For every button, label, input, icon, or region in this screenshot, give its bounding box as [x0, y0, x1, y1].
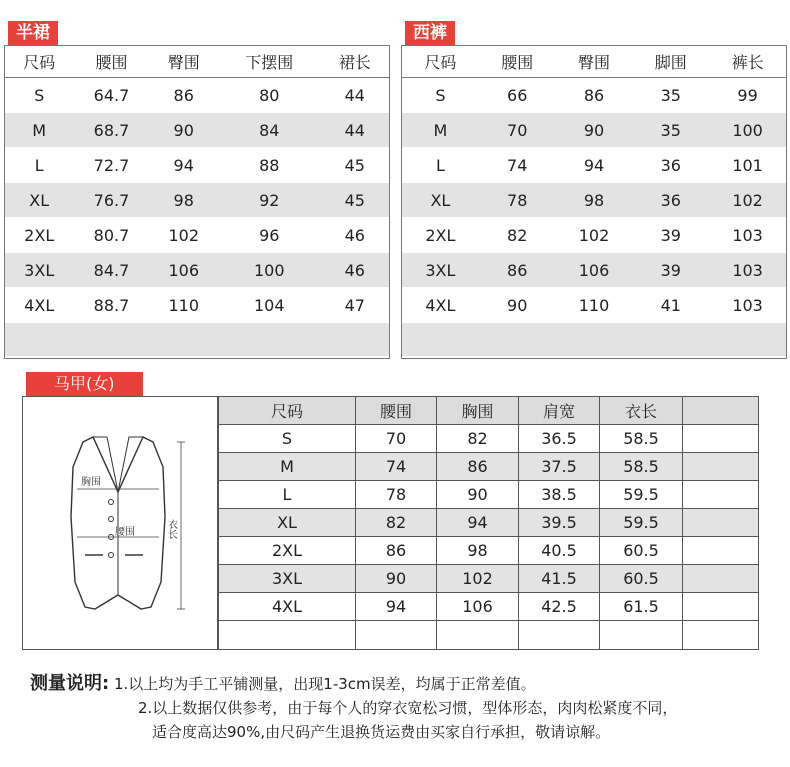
trousers-cell: 103 [709, 288, 786, 323]
vest-header-row [219, 397, 759, 425]
vest-diagram [23, 397, 217, 649]
vest-row [219, 565, 759, 593]
trousers-cell: 110 [556, 288, 633, 323]
skirt-row [5, 288, 389, 323]
trousers-cell: 35 [632, 78, 709, 113]
skirt-cell: 47 [321, 288, 389, 323]
notes-line-1: 1.以上均为手工平铺测量，出现1-3cm误差，均属于正常差值。 [113, 675, 536, 693]
notes-line-2: 2.以上数据仅供参考，由于每个人的穿衣宽松习惯，型体形态，肉肉松紧度不同， [138, 699, 678, 717]
trousers-size-table [401, 45, 787, 359]
trousers-empty-row [402, 323, 786, 357]
trousers-cell: 4XL [402, 288, 479, 323]
skirt-cell: 90 [150, 113, 218, 148]
vest-cell: 4XL [219, 593, 356, 621]
vest-empty-cell [600, 621, 683, 650]
trousers-cell: 66 [479, 78, 556, 113]
skirt-cell: 86 [150, 78, 218, 113]
vest-cell [683, 509, 759, 537]
vest-header-length: 衣长 [600, 397, 683, 425]
waist-label: 腰围 [115, 527, 135, 538]
trousers-empty-cell [632, 323, 709, 357]
vest-empty-cell [519, 621, 600, 650]
vest-cell [683, 481, 759, 509]
trousers-cell: 78 [479, 183, 556, 218]
skirt-cell: 64.7 [73, 78, 149, 113]
vest-cell [683, 593, 759, 621]
skirt-header-row [5, 46, 389, 78]
skirt-empty-cell [321, 323, 389, 357]
trousers-cell: 99 [709, 78, 786, 113]
skirt-cell: 2XL [5, 218, 73, 253]
vest-row [219, 537, 759, 565]
vest-cell: 94 [356, 593, 437, 621]
skirt-cell: 3XL [5, 253, 73, 288]
vest-header-extra [683, 397, 759, 425]
vest-empty-cell [437, 621, 519, 650]
skirt-cell: 104 [218, 288, 321, 323]
skirt-cell: XL [5, 183, 73, 218]
chest-label: 胸围 [81, 477, 101, 488]
vest-cell: 82 [437, 425, 519, 453]
skirt-cell: 98 [150, 183, 218, 218]
trousers-header-ankle: 脚围 [632, 46, 709, 78]
skirt-cell: 44 [321, 78, 389, 113]
vest-header-waist: 腰围 [356, 397, 437, 425]
trousers-cell: S [402, 78, 479, 113]
skirt-cell: 76.7 [73, 183, 149, 218]
skirt-cell: 68.7 [73, 113, 149, 148]
vest-cell: S [219, 425, 356, 453]
skirt-empty-cell [218, 323, 321, 357]
trousers-row [402, 113, 786, 148]
vest-cell: 78 [356, 481, 437, 509]
skirt-row [5, 218, 389, 253]
skirt-cell: 88.7 [73, 288, 149, 323]
skirt-header-length: 裙长 [321, 46, 389, 78]
vest-row [219, 593, 759, 621]
trousers-cell: 94 [556, 148, 633, 183]
vest-cell: 38.5 [519, 481, 600, 509]
skirt-row [5, 253, 389, 288]
vest-cell: 61.5 [600, 593, 683, 621]
skirt-header-size: 尺码 [5, 46, 73, 78]
skirt-header-hem: 下摆围 [218, 46, 321, 78]
skirt-cell: L [5, 148, 73, 183]
skirt-cell: 88 [218, 148, 321, 183]
skirt-cell: 96 [218, 218, 321, 253]
vest-diagram-panel [22, 396, 218, 650]
trousers-cell: 103 [709, 253, 786, 288]
vest-header-chest: 胸围 [437, 397, 519, 425]
skirt-header-waist: 腰围 [73, 46, 149, 78]
trousers-empty-cell [556, 323, 633, 357]
skirt-cell: 94 [150, 148, 218, 183]
trousers-cell: 39 [632, 218, 709, 253]
trousers-cell: 41 [632, 288, 709, 323]
trousers-empty-cell [402, 323, 479, 357]
notes-line-3: 适合度高达90%,由尺码产生退换货运费由买家自行承担，敬请谅解。 [152, 723, 611, 741]
vest-cell [683, 425, 759, 453]
vest-cell: 58.5 [600, 425, 683, 453]
vest-cell: 90 [437, 481, 519, 509]
trousers-cell: M [402, 113, 479, 148]
trousers-cell: 74 [479, 148, 556, 183]
skirt-row [5, 148, 389, 183]
skirt-cell: 45 [321, 148, 389, 183]
skirt-empty-cell [150, 323, 218, 357]
skirt-cell: 84.7 [73, 253, 149, 288]
trousers-cell: 82 [479, 218, 556, 253]
trousers-row [402, 218, 786, 253]
vest-row [219, 453, 759, 481]
trousers-title: 西裤 [405, 21, 455, 45]
trousers-cell: 106 [556, 253, 633, 288]
trousers-empty-cell [479, 323, 556, 357]
trousers-cell: 103 [709, 218, 786, 253]
trousers-row [402, 183, 786, 218]
skirt-cell: 102 [150, 218, 218, 253]
skirt-size-table [4, 45, 390, 359]
notes-heading: 测量说明: [30, 673, 110, 694]
vest-cell: 86 [437, 453, 519, 481]
vest-cell [683, 453, 759, 481]
trousers-cell: 101 [709, 148, 786, 183]
skirt-cell: 46 [321, 218, 389, 253]
vest-cell: 42.5 [519, 593, 600, 621]
skirt-cell: 72.7 [73, 148, 149, 183]
skirt-empty-row [5, 323, 389, 357]
trousers-empty-cell [709, 323, 786, 357]
trousers-header-row [402, 46, 786, 78]
trousers-header-waist: 腰围 [479, 46, 556, 78]
vest-cell: 90 [356, 565, 437, 593]
skirt-cell: 80 [218, 78, 321, 113]
vest-cell: 106 [437, 593, 519, 621]
vest-cell: 102 [437, 565, 519, 593]
trousers-row [402, 78, 786, 113]
skirt-cell: M [5, 113, 73, 148]
vest-size-table [218, 396, 759, 650]
vest-cell: 58.5 [600, 453, 683, 481]
vest-row [219, 481, 759, 509]
skirt-cell: 4XL [5, 288, 73, 323]
vest-empty-cell [683, 621, 759, 650]
vest-cell: 82 [356, 509, 437, 537]
trousers-cell: 86 [556, 78, 633, 113]
vest-empty-cell [219, 621, 356, 650]
vest-cell: 37.5 [519, 453, 600, 481]
vest-cell: 74 [356, 453, 437, 481]
skirt-cell: 92 [218, 183, 321, 218]
vest-cell: 60.5 [600, 565, 683, 593]
vest-empty-row [219, 621, 759, 650]
vest-cell: L [219, 481, 356, 509]
vest-cell: 3XL [219, 565, 356, 593]
length-label: 衣长 [165, 519, 177, 539]
skirt-cell: 110 [150, 288, 218, 323]
vest-cell: 94 [437, 509, 519, 537]
trousers-cell: 36 [632, 148, 709, 183]
skirt-empty-cell [73, 323, 149, 357]
vest-cell: 98 [437, 537, 519, 565]
vest-cell: 40.5 [519, 537, 600, 565]
vest-cell: 36.5 [519, 425, 600, 453]
vest-empty-cell [356, 621, 437, 650]
trousers-cell: 3XL [402, 253, 479, 288]
trousers-header-hip: 臀围 [556, 46, 633, 78]
trousers-cell: 98 [556, 183, 633, 218]
skirt-title: 半裙 [8, 21, 58, 45]
trousers-cell: 36 [632, 183, 709, 218]
measurement-notes [30, 672, 677, 744]
vest-cell: 59.5 [600, 509, 683, 537]
skirt-cell: 106 [150, 253, 218, 288]
vest-header-shoulder: 肩宽 [519, 397, 600, 425]
trousers-cell: 2XL [402, 218, 479, 253]
skirt-row [5, 78, 389, 113]
skirt-empty-cell [5, 323, 73, 357]
vest-cell: M [219, 453, 356, 481]
trousers-cell: 35 [632, 113, 709, 148]
vest-cell: 39.5 [519, 509, 600, 537]
vest-cell: 41.5 [519, 565, 600, 593]
trousers-header-size: 尺码 [402, 46, 479, 78]
vest-header-size: 尺码 [219, 397, 356, 425]
skirt-row [5, 183, 389, 218]
skirt-cell: 45 [321, 183, 389, 218]
trousers-cell: XL [402, 183, 479, 218]
trousers-cell: 90 [556, 113, 633, 148]
vest-cell [683, 537, 759, 565]
trousers-row [402, 148, 786, 183]
trousers-cell: 39 [632, 253, 709, 288]
trousers-cell: 102 [709, 183, 786, 218]
skirt-row [5, 113, 389, 148]
vest-cell [683, 565, 759, 593]
trousers-cell: L [402, 148, 479, 183]
skirt-header-hip: 臀围 [150, 46, 218, 78]
skirt-cell: 100 [218, 253, 321, 288]
skirt-cell: 80.7 [73, 218, 149, 253]
trousers-cell: 90 [479, 288, 556, 323]
vest-title: 马甲(女) [26, 372, 143, 396]
skirt-cell: S [5, 78, 73, 113]
skirt-cell: 46 [321, 253, 389, 288]
trousers-cell: 86 [479, 253, 556, 288]
vest-cell: 60.5 [600, 537, 683, 565]
vest-cell: 59.5 [600, 481, 683, 509]
vest-cell: 86 [356, 537, 437, 565]
trousers-row [402, 288, 786, 323]
vest-cell: XL [219, 509, 356, 537]
trousers-cell: 70 [479, 113, 556, 148]
skirt-cell: 84 [218, 113, 321, 148]
trousers-cell: 102 [556, 218, 633, 253]
trousers-header-length: 裤长 [709, 46, 786, 78]
vest-row [219, 425, 759, 453]
vest-row [219, 509, 759, 537]
trousers-cell: 100 [709, 113, 786, 148]
vest-cell: 2XL [219, 537, 356, 565]
skirt-cell: 44 [321, 113, 389, 148]
vest-cell: 70 [356, 425, 437, 453]
trousers-row [402, 253, 786, 288]
